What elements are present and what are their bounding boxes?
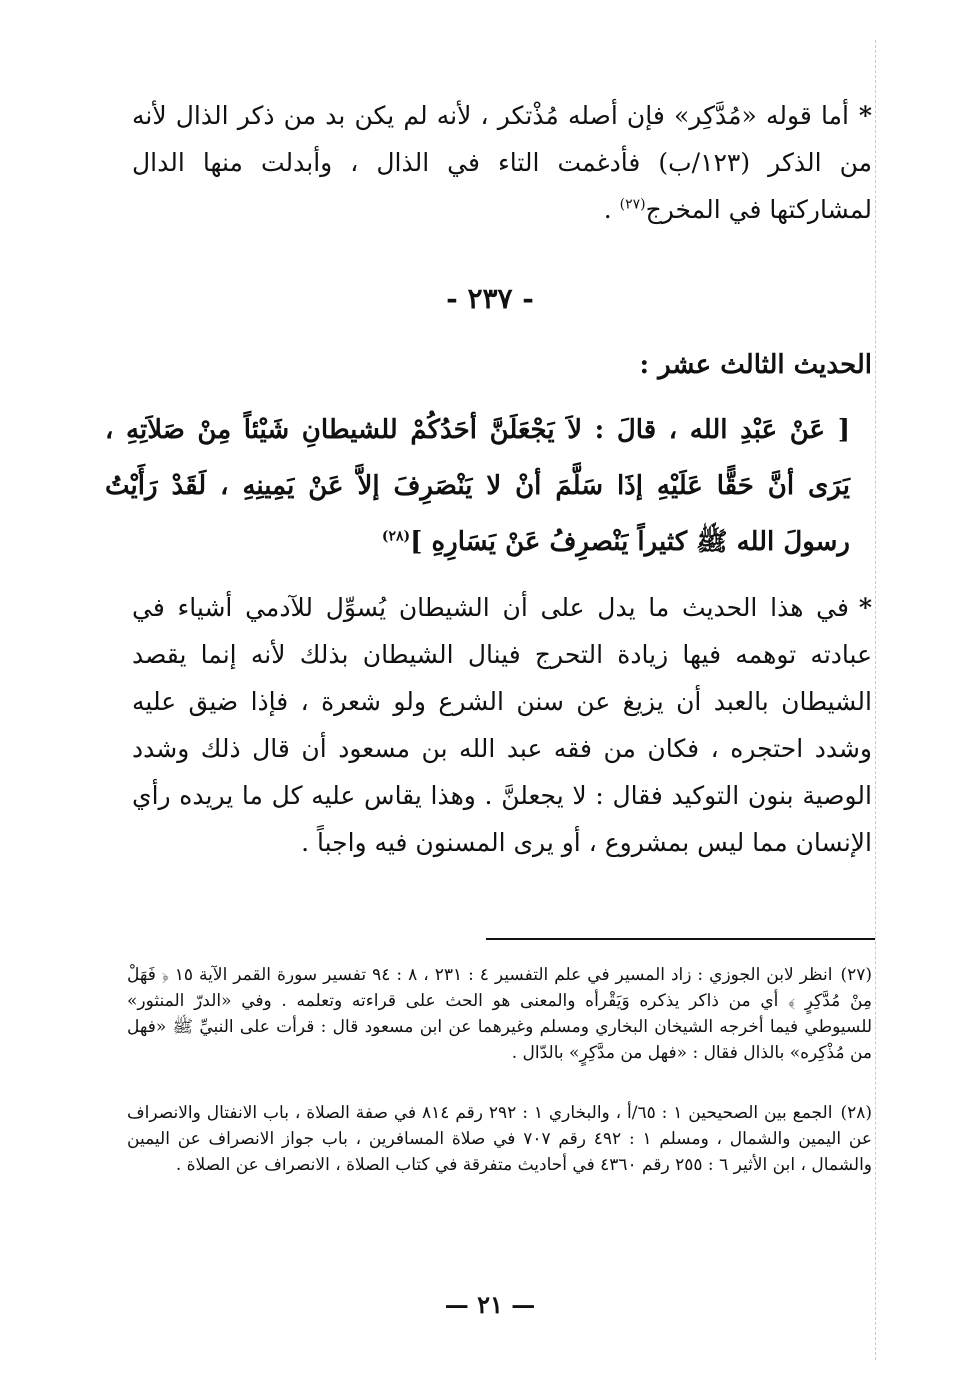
footnote-27 <box>127 962 872 1066</box>
paragraph-text: في هذا الحديث ما يدل على أن الشيطان يُسوِّل للآدمي أشياء في عبادته توهمه فيها زيادة التحرج فينال الشيطان بذلك لأنه إنما يقصد الشيطان بالعبد أن يزيغ عن سنن الشرع ولو شعرة ، فإذا ضيق عليه وشدد احتجره ، فكان من فقه عبد الله بن مسعود أن قال ذلك وشدد الوصية بنون التوكيد فقال : لا يجعلنَّ . وهذا يقاس عليه كل ما يريده رأي الإنسان مما ليس بمشروع ، أو يرى المسنون فيه واجباً . <box>132 593 872 857</box>
hadith-text <box>105 402 850 570</box>
paragraph-end: . <box>603 195 620 224</box>
footnote-text: الجمع بين الصحيحين ١ : ٦٥/أ ، والبخاري ١ : ٢٩٢ رقم ٨١٤ في صفة الصلاة ، باب الانفتال والانصراف عن اليمين والشمال ، ومسلم ١ : ٤٩٢ رقم ٧٠٧ في صلاة المسافرين ، باب جواز الانصراف عن اليمين والشمال ، ابن الأثير ٦ : ٢٥٥ رقم ٤٣٦٠ في أحاديث متفرقة في كتاب الصلاة ، الانصراف عن الصلاة . <box>127 1103 872 1175</box>
footnote-number: (٢٧) <box>840 965 872 985</box>
page-margin-dashed-line <box>875 40 876 1360</box>
page-number: — ٢١ — <box>444 1290 536 1319</box>
manuscript-page-marker: - ٢٣٧ - <box>446 282 534 315</box>
paragraph-text: أما قوله «مُدَّكِر» فإن أصله مُذْتكر ، لأنه لم يكن بد من ذكر الذال لأنه من الذكر (١٢٣/ب) فأدغمت التاء في الذال ، وأبدلت منها الدال لمشاركتها في المخرج <box>132 101 872 224</box>
paragraph-mudakkir-explanation <box>132 92 872 233</box>
footnote-separator-rule <box>486 938 875 940</box>
hadith-body: [ عَنْ عَبْدِ الله ، قالَ : لاَ يَجْعَلَنَّ أحَدُكُمْ للشيطانِ شَيْئاً مِنْ صَلاَتِهِ ، يَرَى أنَّ حَقًّا عَلَيْهِ إذَا سَلَّمَ أنْ لا يَنْصَرِفَ إلاَّ عَنْ يَمِينِهِ ، لَقَدْ رَأَيْتُ رسولَ الله ﷺ كثيراً يَنْصرِفُ عَنْ يَسَارِهِ ] <box>105 415 850 557</box>
paragraph-commentary <box>132 584 872 866</box>
asterisk-marker: * <box>858 101 872 130</box>
footnote-reference-27[interactable]: (٢٧) <box>619 196 646 213</box>
footnote-text: انظر لابن الجوزي : زاد المسير في علم التفسير ٤ : ٢٣١ ، ٨ : ٩٤ تفسير سورة القمر الآية ١٥ ﴿ فَهَلْ مِنْ مُدَّكِرٍ ﴾ أي من ذاكر يذكره وَيَقْرأه والمعنى هو الحث على قراءته وتعلمه . وفي «الدرّ المنثور» للسيوطي فيما أخرجه الشيخان البخاري ومسلم وغيرهما عن ابن مسعود قال : قرأت على النبيِّ ﷺ «فهل من مُذْكِره» بالذال فقال : «فهل من مدَّكِرٍ» بالدّال . <box>127 965 872 1063</box>
footnote-number: (٢٨) <box>840 1103 872 1123</box>
asterisk-marker: * <box>858 593 872 622</box>
footnote-28 <box>127 1100 872 1178</box>
section-heading: الحديث الثالث عشر : <box>639 350 872 380</box>
footnote-reference-28[interactable]: (٢٨) <box>381 528 411 545</box>
